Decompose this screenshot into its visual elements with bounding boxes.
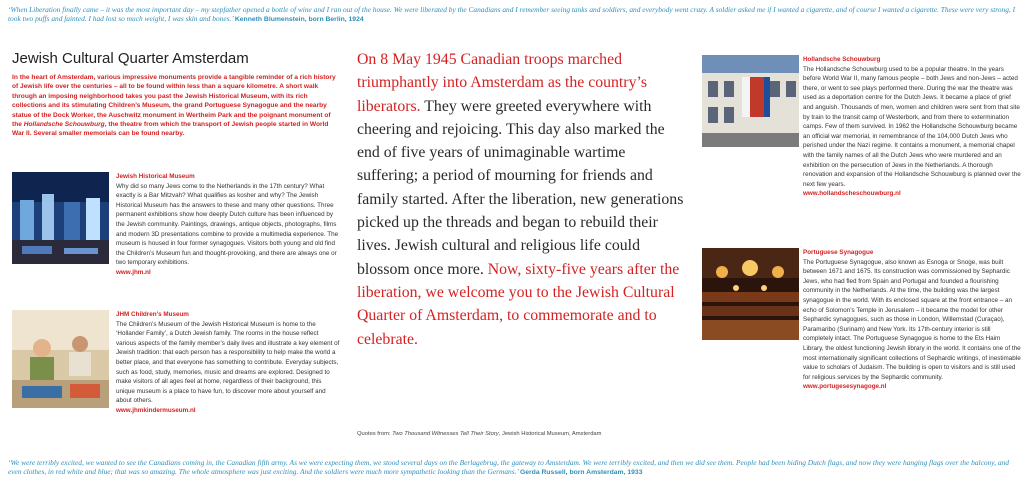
page-title: Jewish Cultural Quarter Amsterdam bbox=[12, 50, 249, 67]
source-prefix: Quotes from: bbox=[357, 431, 393, 437]
schouwburg-section bbox=[702, 55, 1020, 235]
synagogue-body: The Portuguese Synagogue, also known as Esnoga or Snoge, was built between 1671 and 1675. Its construction was commissioned by Sephardic Jews, who had fled from Spain and Portugal and founded a flourishing community in the Netherlands. At the time, the building was the largest synagogue in the world. With its enclosed square at the front entrance – an echo of Solomon’s Temple in Jerusalem – it became the model for other Sephardic synagogues, such as those in London, Willemstad (Curaçao), Paramaribo (Surinam) and New York. Its 17th-century interior is still completely intact. The Portuguese Synagogue is home to the Ets Haim Library, the oldest functioning Jewish library in the world. It contains one of the most internationally significant collections of Sephardic writings, of inestimable value to scholars of Judaism. The building is open to visitors and is still used for religious services by the Sephardic community. bbox=[803, 258, 1021, 381]
quote-source bbox=[357, 431, 601, 437]
childrens-museum-section bbox=[12, 310, 340, 445]
article-closing: Now, sixty-five years after the liberation, we welcome you to the Jewish Cultural Quarter of Amsterdam, to commemorate and to celebrate. bbox=[357, 260, 680, 348]
bottom-quote-author: Gerda Russell, born Amsterdam, 1933 bbox=[519, 469, 643, 477]
main-article bbox=[357, 48, 687, 351]
bottom-quote bbox=[8, 458, 1016, 477]
schouwburg-text bbox=[803, 55, 1021, 199]
museum-body: Why did so many Jews come to the Netherlands in the 17th century? What exactly is a Bar Mitzvah? What qualifies as kosher and why? The Jewish Historical Museum has the answers to these and many other questions. Three permanent exhibitions show how deeply Dutch culture has been influenced by the Jewish community. Paintings, drawings, antique objects, photographs, films and modern 3D presentations combine to provide a multimedia experience. The museum is housed in four former synagogues. Visitors both young and old find the Children’s Museum fun and thought-provoking, and there are always one or two temporary exhibitions. bbox=[116, 182, 339, 267]
schouwburg-heading: Hollandsche Schouwburg bbox=[803, 56, 881, 63]
childrens-museum-heading: JHM Children’s Museum bbox=[116, 311, 189, 318]
synagogue-link[interactable]: www.portugesesynagoge.nl bbox=[803, 383, 887, 391]
left-column bbox=[12, 50, 340, 139]
schouwburg-link[interactable]: www.hollandscheschouwburg.nl bbox=[803, 190, 901, 198]
intro-text-b: , the theatre from which the transport of Jewish people started in World War II. Several smaller memorials can be found nearby. bbox=[12, 121, 329, 138]
schouwburg-body: The Hollandsche Schouwburg used to be a popular theatre. In the years before World War II, many famous people – both Jews and non-Jews – acted there, or went to see plays performed there. During the war the theatre was used as a deportation centre for the Dutch Jews. It became a place of grief and anguish. Thousands of men, women and children were sent from that site by train to the transit camp of Westerbork, and from there to extermination camps. Few of them survived. In 1962 the Hollandsche Schouwburg became an official war memorial, in remembrance of the 104,000 Dutch Jews who perished under the Nazi regime. It contains a monument, a memorial chapel with the family names of all the Dutch Jews who were murdered and an exhibition on the persecution of Jews in the Netherlands. A thorough renovation and expansion of the Hollandsche Schouwburg is planned over the next few years. bbox=[803, 65, 1021, 188]
intro-paragraph bbox=[12, 73, 340, 139]
source-suffix: , Jewish Historical Museum, Amsterdam bbox=[498, 431, 602, 437]
museum-section bbox=[12, 172, 340, 306]
article-body: They were greeted everywhere with cheering and rejoicing. This day also marked the end of five years of unimaginable wartime suffering; a period of mourning for friends and family started. After the liberation, new generations picked up the threads and began to rebuild their lives. Jewish cultural and religious life could blossom once more. bbox=[357, 97, 684, 278]
bottom-quote-text: ‘We were terribly excited, we wanted to see the Canadians coming in, the Canadian fifth army. As we were expecting them, we stood several days on the Berlagebrug, the gateway to Amsterdam. We were terribly excited, and then we did see them. People had been hiding Dutch flags, and now they were hanging flags over the balcony, and even clothes, in red white and blue; that was so amazing. The whole atmosphere was just exciting. And the soldiers were much more sympathetic looking than the Germans.’ bbox=[8, 458, 1009, 477]
childrens-museum-text bbox=[116, 310, 340, 416]
schouwburg-photo bbox=[702, 55, 799, 147]
top-quote-author: Kenneth Blumenstein, born Berlin, 1924 bbox=[234, 16, 364, 24]
intro-italic: Hollandsche Schouwburg bbox=[23, 121, 105, 129]
synagogue-heading: Portuguese Synagogue bbox=[803, 249, 874, 256]
synagogue-section bbox=[702, 248, 1020, 444]
museum-text bbox=[116, 172, 340, 278]
childrens-museum-link[interactable]: www.jhmkindermuseum.nl bbox=[116, 406, 196, 414]
museum-photo bbox=[12, 172, 109, 264]
top-quote bbox=[8, 5, 1016, 24]
museum-link[interactable]: www.jhm.nl bbox=[116, 268, 151, 276]
article-lead: On 8 May 1945 Canadian troops marched triumphantly into Amsterdam as the country’s liberators. bbox=[357, 51, 648, 115]
synagogue-photo bbox=[702, 248, 799, 340]
source-title: Two Thousand Witnesses Tell Their Story bbox=[392, 431, 499, 437]
synagogue-text bbox=[803, 248, 1021, 392]
top-quote-text: ‘When Liberation finally came – it was the most important day – my stepfather opened a bottle of wine and I ran out of the house. We were liberated by the Canadians and I remember seeing tanks and soldiers, and everybody went crazy. A soldier asked me if I wanted a cigarette, and of course I wanted a cigarette. These were very strong, I took two puffs and fainted. I had lost so much weight, I was skin and bones.’ bbox=[8, 5, 1016, 24]
childrens-museum-photo bbox=[12, 310, 109, 408]
intro-text-a: In the heart of Amsterdam, various impressive monuments provide a tangible reminder of a rich history of Jewish life over the centuries – all to be found within less than a square kilometre. A short walk through an imposing neighborhood takes you past the Jewish Historical Museum, with its rich collections and its stimulating Children’s Museum, the grand Portuguese Synagogue and the nearby statue of the Dock Worker, the Auschwitz monument in Wertheim Park and the poignant monument of the bbox=[12, 74, 336, 129]
childrens-museum-body: The Children’s Museum of the Jewish Historical Museum is home to the ‘Hollander Family’, a Dutch Jewish family. The rooms in the house reflect various aspects of the family member’s daily lives and illustrate a key element of Jewish tradition: that each person has a responsibility to help make the world a better place, and that everyone has something to contribute. Everyday subjects, such as food, study, memories, music and dreams are explored. Designed to make visitors of all ages feel at home, regardless of their background, this unique museum is a place to have fun, to discover more about yourself and about others. bbox=[116, 320, 340, 405]
museum-heading: Jewish Historical Museum bbox=[116, 173, 195, 180]
